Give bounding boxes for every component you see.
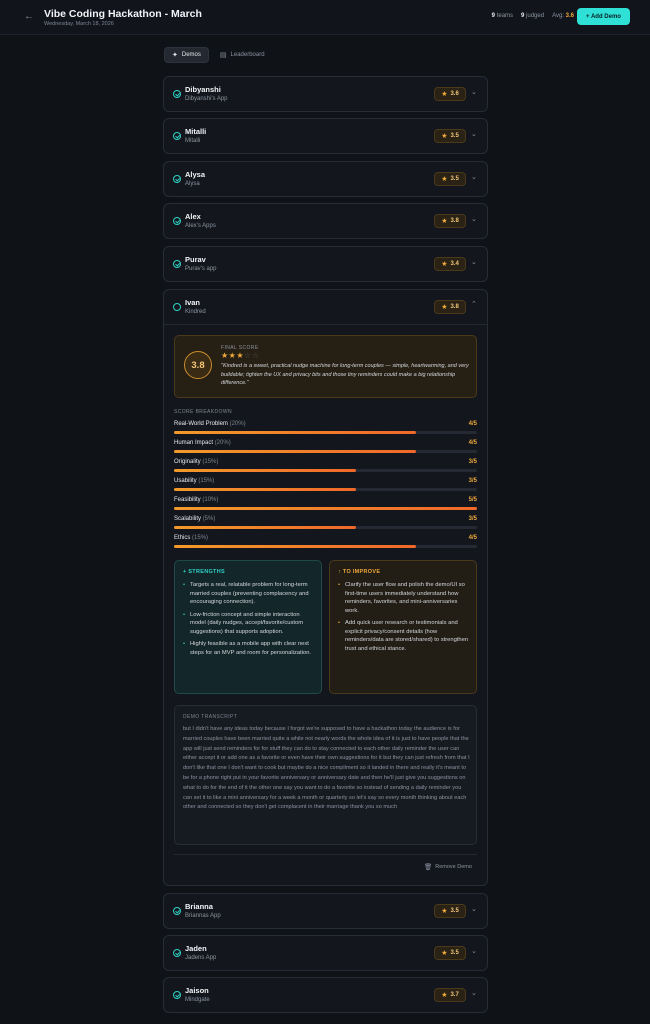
score-badge: ★ 3.5: [434, 172, 466, 186]
criterion-weight: (20%): [214, 440, 231, 446]
star-icon: ★: [441, 261, 448, 268]
criterion-bar: [174, 450, 477, 453]
star-icon: ★: [441, 908, 448, 915]
criterion-score: 3/5: [468, 516, 477, 522]
criterion-weight: (20%): [229, 421, 246, 427]
list-item: • Add quick user research or testimonials and explicit privacy/consent details (how reminders/data are stored/shared) to strengthen trust and ethical stance.: [338, 619, 471, 653]
demo-app-name: Kindred: [185, 309, 206, 315]
demo-presenter: Ivan: [185, 298, 201, 307]
chevron-down-icon[interactable]: ⌄: [471, 259, 477, 266]
improvements-panel: [329, 560, 477, 694]
chevron-down-icon[interactable]: ⌄: [471, 948, 477, 955]
check-circle-icon: [173, 991, 181, 999]
check-circle-icon: [173, 303, 181, 311]
check-circle-icon: [173, 175, 181, 183]
check-circle-icon: [173, 90, 181, 98]
criterion-row: [174, 497, 477, 513]
demo-app-name: Mindgate: [185, 997, 210, 1003]
criterion-bar: [174, 431, 477, 434]
star-icon: ★: [221, 351, 229, 360]
demo-presenter: Alysa: [185, 170, 206, 179]
final-score-panel: [174, 335, 477, 398]
demo-app-name: Alysa: [185, 181, 200, 187]
score-badge: ★ 3.8: [434, 300, 466, 314]
criterion-bar-fill: [174, 526, 356, 529]
criterion-score: 3/5: [468, 459, 477, 465]
score-badge: ★ 3.8: [434, 214, 466, 228]
top-bar: [0, 0, 650, 35]
star-icon: ★: [228, 351, 237, 360]
chevron-down-icon[interactable]: ⌄: [471, 89, 477, 96]
strengths-list: [183, 581, 316, 661]
bar-chart-icon: ▤: [219, 52, 227, 59]
criterion-name: Ethics: [174, 535, 191, 541]
judged-stat: 9 judged: [521, 13, 545, 19]
demo-app-name: Briannas App: [185, 913, 221, 919]
strengths-panel: [174, 560, 322, 694]
criterion-bar: [174, 469, 477, 472]
demo-app-name: Purav's app: [185, 266, 217, 272]
demo-card[interactable]: [163, 161, 488, 197]
criterion-score: 5/5: [468, 497, 477, 503]
demo-presenter: Dibyanshi: [185, 85, 221, 94]
star-icon: ★: [441, 992, 448, 999]
criterion-bar-fill: [174, 545, 416, 548]
improvements-title: ↑ TO IMPROVE: [338, 569, 381, 575]
score-badge: ★ 3.5: [434, 904, 466, 918]
demo-card[interactable]: [163, 76, 488, 112]
score-badge: ★ 3.4: [434, 257, 466, 271]
criterion-weight: (5%): [202, 516, 216, 522]
demo-app-name: Dibyanshi's App: [185, 96, 228, 102]
criterion-name: Scalability: [174, 516, 202, 522]
star-outline-icon: ☆: [251, 351, 260, 360]
transcript-text: but I didn't have any ideas today because I forgot we're supposed to have a hackathon today the audience is for married couples have been married quite a while not nearly words the whole idea of it is just to have people that the app will just send reminders for for stuff they can do to stay connected to each other daily reminder the user can either accept it or add one as a favorite or even have their own suggestions for it but they can just refresh from that I don't like that one I don't want to cook but maybe do a nice compliment so it landed in there and really it's meant to be for a phone right put in your favorite anniversary or anniversary date and then he'll just give you suggestions on what to do for the end of it the other one say you want to do a favorite so instead of sending a daily reminder you can set it to like a mini anniversary for a week a month or quarterly so let's say so every month thinking about each other and connected so they don't get complacent in their marriage thank you so much: [183, 726, 470, 811]
criterion-score: 3/5: [468, 478, 477, 484]
criterion-bar-fill: [174, 469, 356, 472]
demo-card[interactable]: [163, 246, 488, 282]
criterion-bar: [174, 526, 477, 529]
chevron-down-icon[interactable]: ⌄: [471, 990, 477, 997]
check-circle-icon: [173, 260, 181, 268]
star-icon: ★: [441, 176, 448, 183]
sparkle-icon: ✦: [172, 52, 178, 59]
final-score-label: FINAL SCORE: [221, 345, 259, 351]
criterion-name: Originality: [174, 459, 201, 465]
criterion-weight: (15%): [198, 478, 215, 484]
criterion-row: [174, 535, 477, 551]
criterion-name: Feasibility: [174, 497, 201, 503]
demo-presenter: Jaden: [185, 944, 207, 953]
divider: [164, 324, 487, 325]
criterion-row: [174, 516, 477, 532]
teams-stat: 9 teams: [491, 13, 514, 19]
event-date: Wednesday, March 18, 2026: [44, 21, 114, 27]
criterion-bar: [174, 545, 477, 548]
check-circle-icon: [173, 217, 181, 225]
event-stats: [492, 13, 574, 19]
star-icon: ★: [441, 133, 448, 140]
final-score-value: 3.8: [184, 351, 212, 379]
star-icon: ★: [441, 304, 448, 311]
list-item: • Targets a real, relatable problem for long-term married couples (preventing complacency and encouraging connection).: [183, 581, 316, 607]
star-icon: ★: [236, 351, 245, 360]
criterion-weight: (15%): [202, 459, 219, 465]
demo-card[interactable]: [163, 935, 488, 971]
score-breakdown-label: SCORE BREAKDOWN: [174, 409, 232, 415]
check-circle-icon: [173, 907, 181, 915]
chevron-down-icon[interactable]: ⌄: [471, 216, 477, 223]
remove-demo-button[interactable]: 🗑 Remove Demo: [424, 864, 472, 871]
transcript-panel: [174, 705, 477, 845]
demo-card[interactable]: [163, 977, 488, 1013]
star-icon: ★: [441, 950, 448, 957]
demo-card-expanded: [163, 289, 488, 886]
demo-presenter: Alex: [185, 212, 201, 221]
chevron-down-icon[interactable]: ⌄: [471, 174, 477, 181]
demo-presenter: Purav: [185, 255, 206, 264]
criterion-name: Real-World Problem: [174, 421, 228, 427]
list-item: • Low-friction concept and simple interaction model (daily nudges, accept/favorite/custom suggestions) that supports adoption.: [183, 611, 316, 637]
chevron-up-icon[interactable]: ⌃: [471, 301, 477, 308]
score-badge: ★ 3.5: [434, 129, 466, 143]
star-rating: [221, 351, 259, 360]
strengths-title: + STRENGTHS: [183, 569, 225, 575]
check-circle-icon: [173, 132, 181, 140]
avg-stat: Avg: 3.6: [552, 13, 574, 19]
judge-summary: "Kindred is a sweet, practical nudge machine for long-term couples — simple, heartwarming, and very buildable; tighten the UX and privacy bits and those tiny reminders could make a big relationship difference.": [221, 363, 469, 386]
list-item: • Clarify the user flow and polish the demo/UI so first-time users immediately understand how reminders, favorites, and mini-anniversaries work.: [338, 581, 471, 615]
criterion-bar-fill: [174, 431, 416, 434]
criterion-row: [174, 478, 477, 494]
chevron-down-icon[interactable]: ⌄: [471, 906, 477, 913]
criterion-name: Usability: [174, 478, 197, 484]
criterion-bar: [174, 488, 477, 491]
criterion-score: 4/5: [468, 440, 477, 446]
demo-card[interactable]: [163, 118, 488, 154]
check-circle-icon: [173, 949, 181, 957]
demo-presenter: Jaison: [185, 986, 209, 995]
score-badge: ★ 3.5: [434, 946, 466, 960]
demo-presenter: Mitalli: [185, 127, 207, 136]
tab-leaderboard[interactable]: ▤ Leaderboard: [219, 52, 265, 59]
score-badge: ★ 3.6: [434, 87, 466, 101]
add-demo-button[interactable]: + Add Demo: [577, 8, 630, 25]
tab-demos[interactable]: ✦ Demos: [164, 47, 209, 63]
criterion-score: 4/5: [468, 535, 477, 541]
page-title: Vibe Coding Hackathon - March: [44, 8, 202, 20]
chevron-down-icon[interactable]: ⌄: [471, 131, 477, 138]
criterion-bar-fill: [174, 450, 416, 453]
star-icon: ★: [441, 218, 448, 225]
criterion-bar: [174, 507, 477, 510]
star-icon: ★: [441, 91, 448, 98]
criterion-bar-fill: [174, 507, 477, 510]
divider: [174, 854, 477, 855]
criterion-weight: (10%): [202, 497, 219, 503]
trash-icon: 🗑: [424, 864, 433, 871]
score-badge: ★ 3.7: [434, 988, 466, 1002]
transcript-label: DEMO TRANSCRIPT: [183, 714, 238, 720]
demo-card[interactable]: [163, 893, 488, 929]
criterion-score: 4/5: [468, 421, 477, 427]
criterion-bar-fill: [174, 488, 356, 491]
list-item: • Highly feasible as a mobile app with clear next steps for an MVP and room for personalization.: [183, 640, 316, 657]
improvements-list: [338, 581, 471, 657]
criterion-weight: (15%): [192, 535, 209, 541]
arrow-left-icon[interactable]: ←: [24, 11, 34, 22]
demo-presenter: Brianna: [185, 902, 213, 911]
view-tabs: [164, 47, 272, 63]
demo-app-name: Jadens App: [185, 955, 217, 961]
star-outline-icon: ☆: [244, 351, 252, 360]
demo-app-name: Alex's Apps: [185, 223, 216, 229]
demo-card[interactable]: [163, 203, 488, 239]
criterion-row: [174, 421, 477, 437]
criterion-name: Human Impact: [174, 440, 214, 446]
criterion-row: [174, 440, 477, 456]
criterion-row: [174, 459, 477, 475]
demo-app-name: Mitalli: [185, 138, 201, 144]
demo-card-header[interactable]: [164, 290, 487, 324]
